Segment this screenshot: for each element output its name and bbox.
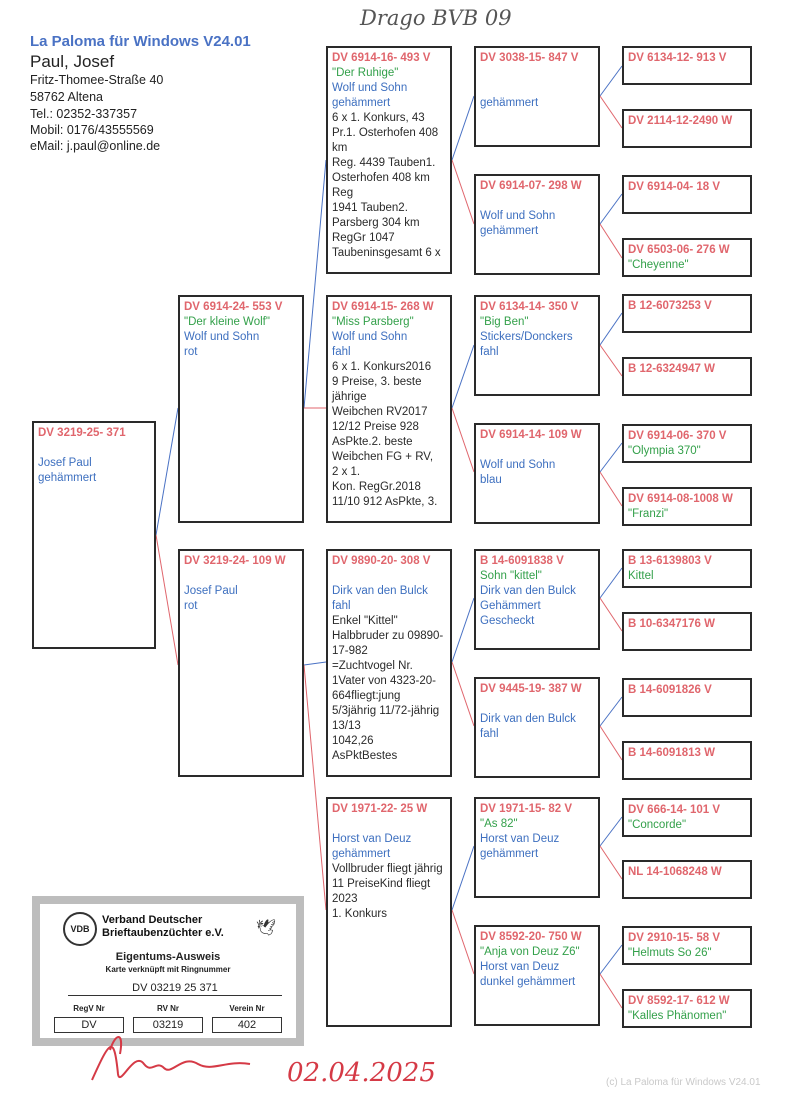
note-line: Pr.1. Osterhofen 408 [332,127,439,139]
verein-column [212,1004,282,1033]
verein-label: Verein Nr [229,1004,265,1013]
ring-number: DV 6914-15- 268 W [332,301,434,313]
color: fahl [480,346,499,358]
breeder: Dirk van den Bulck [480,713,576,725]
ring-number: B 12-6073253 V [628,300,712,312]
handwritten-note: Drago BVB 09 [360,6,512,30]
note-line: Enkel "Kittel" [332,615,398,627]
nickname: "Der kleine Wolf" [184,316,270,328]
ring-number: NL 14-1068248 W [628,866,722,878]
pedigree-father-box[interactable] [178,295,304,523]
regv-value: DV [54,1017,124,1033]
marking: Gescheckt [480,615,535,627]
note-line: Reg. 4439 Tauben1. [332,157,436,169]
ring-number: DV 666-14- 101 V [628,804,721,816]
nickname: "Olympia 370" [628,445,701,457]
ring-number: DV 2910-15- 58 V [628,932,721,944]
breeder: Wolf und Sohn [332,331,408,343]
pedigree-gen4-box[interactable] [622,46,752,85]
app-title: La Paloma für Windows V24.01 [30,33,251,50]
pedigree-subject-box[interactable] [32,421,156,649]
color: gehämmert [480,225,539,237]
regv-column [54,1004,124,1033]
nickname: "Miss Parsberg" [332,316,414,328]
breeder: Wolf und Sohn [480,459,556,471]
pedigree-mf-box[interactable] [326,549,452,777]
nickname: "Cheyenne" [628,259,689,271]
pedigree-gen4-box[interactable] [622,549,752,588]
pedigree-fmf-box[interactable] [474,295,600,396]
color: gehämmert [332,97,391,109]
color: gehämmert [480,97,539,109]
color: blau [480,474,502,486]
note-line: AsPkte.2. beste [332,436,413,448]
nickname: "Concorde" [628,819,687,831]
ring-number: B 12-6324947 W [628,363,715,375]
note-line: 11/10 912 AsPkte, 3. [332,496,438,508]
pedigree-fff-box[interactable] [474,46,600,147]
ring-number: B 13-6139803 V [628,555,712,567]
note-line: Weibchen FG + RV, [332,451,434,463]
color: gehämmert [480,848,539,860]
pedigree-gen4-box[interactable] [622,989,752,1028]
ring-number: B 10-6347176 W [628,618,715,630]
pedigree-fmm-box[interactable] [474,423,600,524]
ownership-card [32,896,304,1046]
nickname: "As 82" [480,818,518,830]
pigeon-icon: 🕊 [256,920,277,937]
note-line: 2023 [332,893,358,905]
owner-city: 58762 Altena [30,90,103,104]
pedigree-fm-box[interactable] [326,295,452,523]
note-line: 12/12 Preise 928 [332,421,419,433]
pedigree-gen4-box[interactable] [622,238,752,277]
pedigree-mfm-box[interactable] [474,677,600,778]
note-line: 1042,26 [332,735,374,747]
footer-copyright: (c) La Paloma für Windows V24.01 [606,1077,761,1088]
pedigree-gen4-box[interactable] [622,175,752,214]
breeder: Dirk van den Bulck [332,585,428,597]
nickname: "Der Ruhige" [332,67,399,79]
note-line: 6 x 1. Konkurs, 43 [332,112,425,124]
ring-number: DV 1971-15- 82 V [480,803,573,815]
ring-number: DV 8592-20- 750 W [480,931,582,943]
color: gehämmert [38,472,97,484]
nickname: Sohn "kittel" [480,570,542,582]
pedigree-gen4-box[interactable] [622,678,752,717]
breeder: Horst van Deuz [480,961,560,973]
note-line: 1Vater von 4323-20- [332,675,436,687]
ring-number: DV 6914-16- 493 V [332,52,431,64]
note-line: 13/13 [332,720,361,732]
card-subtitle: Karte verknüpft mit Ringnummer [105,965,231,974]
note-line: jährige [332,391,367,403]
handwritten-signature [80,1030,280,1090]
pedigree-gen4-box[interactable] [622,487,752,526]
pedigree-gen4-box[interactable] [622,424,752,463]
breeder: Dirk van den Bulck [480,585,576,597]
breeder: Wolf und Sohn [332,82,408,94]
pedigree-gen4-box[interactable] [622,860,752,899]
breeder: Stickers/Donckers [480,331,573,343]
note-line: 6 x 1. Konkurs2016 [332,361,432,373]
ring-number: DV 1971-22- 25 W [332,803,428,815]
note-line: Osterhofen 408 km [332,172,430,184]
ring-number: DV 6914-06- 370 V [628,430,727,442]
ring-number: DV 6914-07- 298 W [480,180,582,192]
regv-label: RegV Nr [73,1004,105,1013]
association-name [102,914,224,940]
note-line: =Zuchtvogel Nr. [332,660,413,672]
card-title: Eigentums-Ausweis [115,951,221,963]
ring-number: DV 6134-12- 913 V [628,52,727,64]
pedigree-mmm-box[interactable] [474,925,600,1026]
rv-value: 03219 [133,1017,203,1033]
note-line: 1941 Tauben2. [332,202,408,214]
owner-email: eMail: j.paul@online.de [30,139,161,153]
note-line: RegGr 1047 [332,232,395,244]
ring-number: B 14-6091826 V [628,684,712,696]
pedigree-gen4-box[interactable] [622,741,752,780]
pedigree-gen4-box[interactable] [622,798,752,837]
note-line: 17-982 [332,645,368,657]
pedigree-ff-box[interactable] [326,46,452,274]
ring-number: DV 9890-20- 308 V [332,555,431,567]
color: fahl [332,600,351,612]
nickname: "Anja von Deuz Z6" [480,946,580,958]
pedigree-gen4-box[interactable] [622,109,752,148]
note-line: 11 PreiseKind fliegt [332,878,431,890]
owner-street: Fritz-Thomee-Straße 40 [30,73,164,87]
breeder: Josef Paul [184,585,238,597]
breeder: Josef Paul [38,457,92,469]
rv-column [133,1004,203,1033]
breeder: Horst van Deuz [480,833,560,845]
note-line: 9 Preise, 3. beste [332,376,422,388]
note-line: 2 x 1. [332,466,361,478]
association-name-line2: Brieftaubenzüchter e.V. [102,927,224,939]
note-line: Reg [332,187,354,199]
note-line: Vollbruder fliegt jährig [332,863,443,875]
pedigree-gen4-box[interactable] [622,294,752,333]
ring-number: DV 2114-12-2490 W [628,115,733,127]
color: Gehämmert [480,600,541,612]
note-line: AsPktBestes [332,750,398,762]
pedigree-ffm-box[interactable] [474,174,600,275]
nickname: "Franzi" [628,508,669,520]
verein-value: 402 [212,1017,282,1033]
association-name-line1: Verband Deutscher [102,914,203,926]
ring-number: DV 3219-24- 109 W [184,555,286,567]
ring-number: DV 8592-17- 612 W [628,995,730,1007]
ring-number: DV 9445-19- 387 W [480,683,582,695]
note-line: km [332,142,348,154]
note-line: 1. Konkurs [332,908,387,920]
nickname: "Helmuts So 26" [628,947,712,959]
rv-label: RV Nr [156,1004,180,1013]
pedigree-gen4-box[interactable] [622,612,752,651]
color: rot [184,600,198,612]
note-line: Weibchen RV2017 [332,406,428,418]
pedigree-mmf-box[interactable] [474,797,600,898]
pedigree-gen4-box[interactable] [622,357,752,396]
note-line: 5/3jährig 11/72-jährig [332,705,440,717]
association-logo: VDB [63,912,97,946]
ring-number: DV 6503-06- 276 W [628,244,730,256]
pedigree-mm-box[interactable] [326,797,452,1027]
owner-name: Paul, Josef [30,52,115,71]
handwritten-date: 02.04.2025 [287,1058,436,1088]
note-line: Kon. RegGr.2018 [332,481,421,493]
breeder: Wolf und Sohn [184,331,260,343]
ring-number: DV 6914-24- 553 V [184,301,283,313]
owner-phone: Tel.: 02352-337357 [30,107,138,121]
note-line: Halbbruder zu 09890- [332,630,444,642]
owner-mobile: Mobil: 0176/43555569 [30,123,154,137]
ring-number: DV 3219-25- 371 [38,427,126,439]
ring-number: B 14-6091813 W [628,747,715,759]
ring-number: DV 6914-04- 18 V [628,181,721,193]
pedigree-gen4-box[interactable] [622,926,752,965]
card-ring-number: DV 03219 25 371 [68,982,282,996]
nickname: Kittel [628,570,654,582]
ring-number: DV 6914-14- 109 W [480,429,582,441]
nickname: "Kalles Phänomen" [628,1010,727,1022]
pedigree-mff-box[interactable] [474,549,600,650]
note-line: Taubeninsgesamt 6 x [332,247,441,259]
color: gehämmert [332,848,391,860]
ring-number: B 14-6091838 V [480,555,564,567]
ring-number: DV 6914-08-1008 W [628,493,733,505]
color: rot [184,346,198,358]
breeder: Horst van Deuz [332,833,412,845]
note-line: 664fliegt:jung [332,690,401,702]
ring-number: DV 3038-15- 847 V [480,52,579,64]
nickname: "Big Ben" [480,316,529,328]
pedigree-mother-box[interactable] [178,549,304,777]
note-line: Parsberg 304 km [332,217,420,229]
color: dunkel gehämmert [480,976,576,988]
color: fahl [480,728,499,740]
ring-number: DV 6134-14- 350 V [480,301,579,313]
color: fahl [332,346,351,358]
breeder: Wolf und Sohn [480,210,556,222]
